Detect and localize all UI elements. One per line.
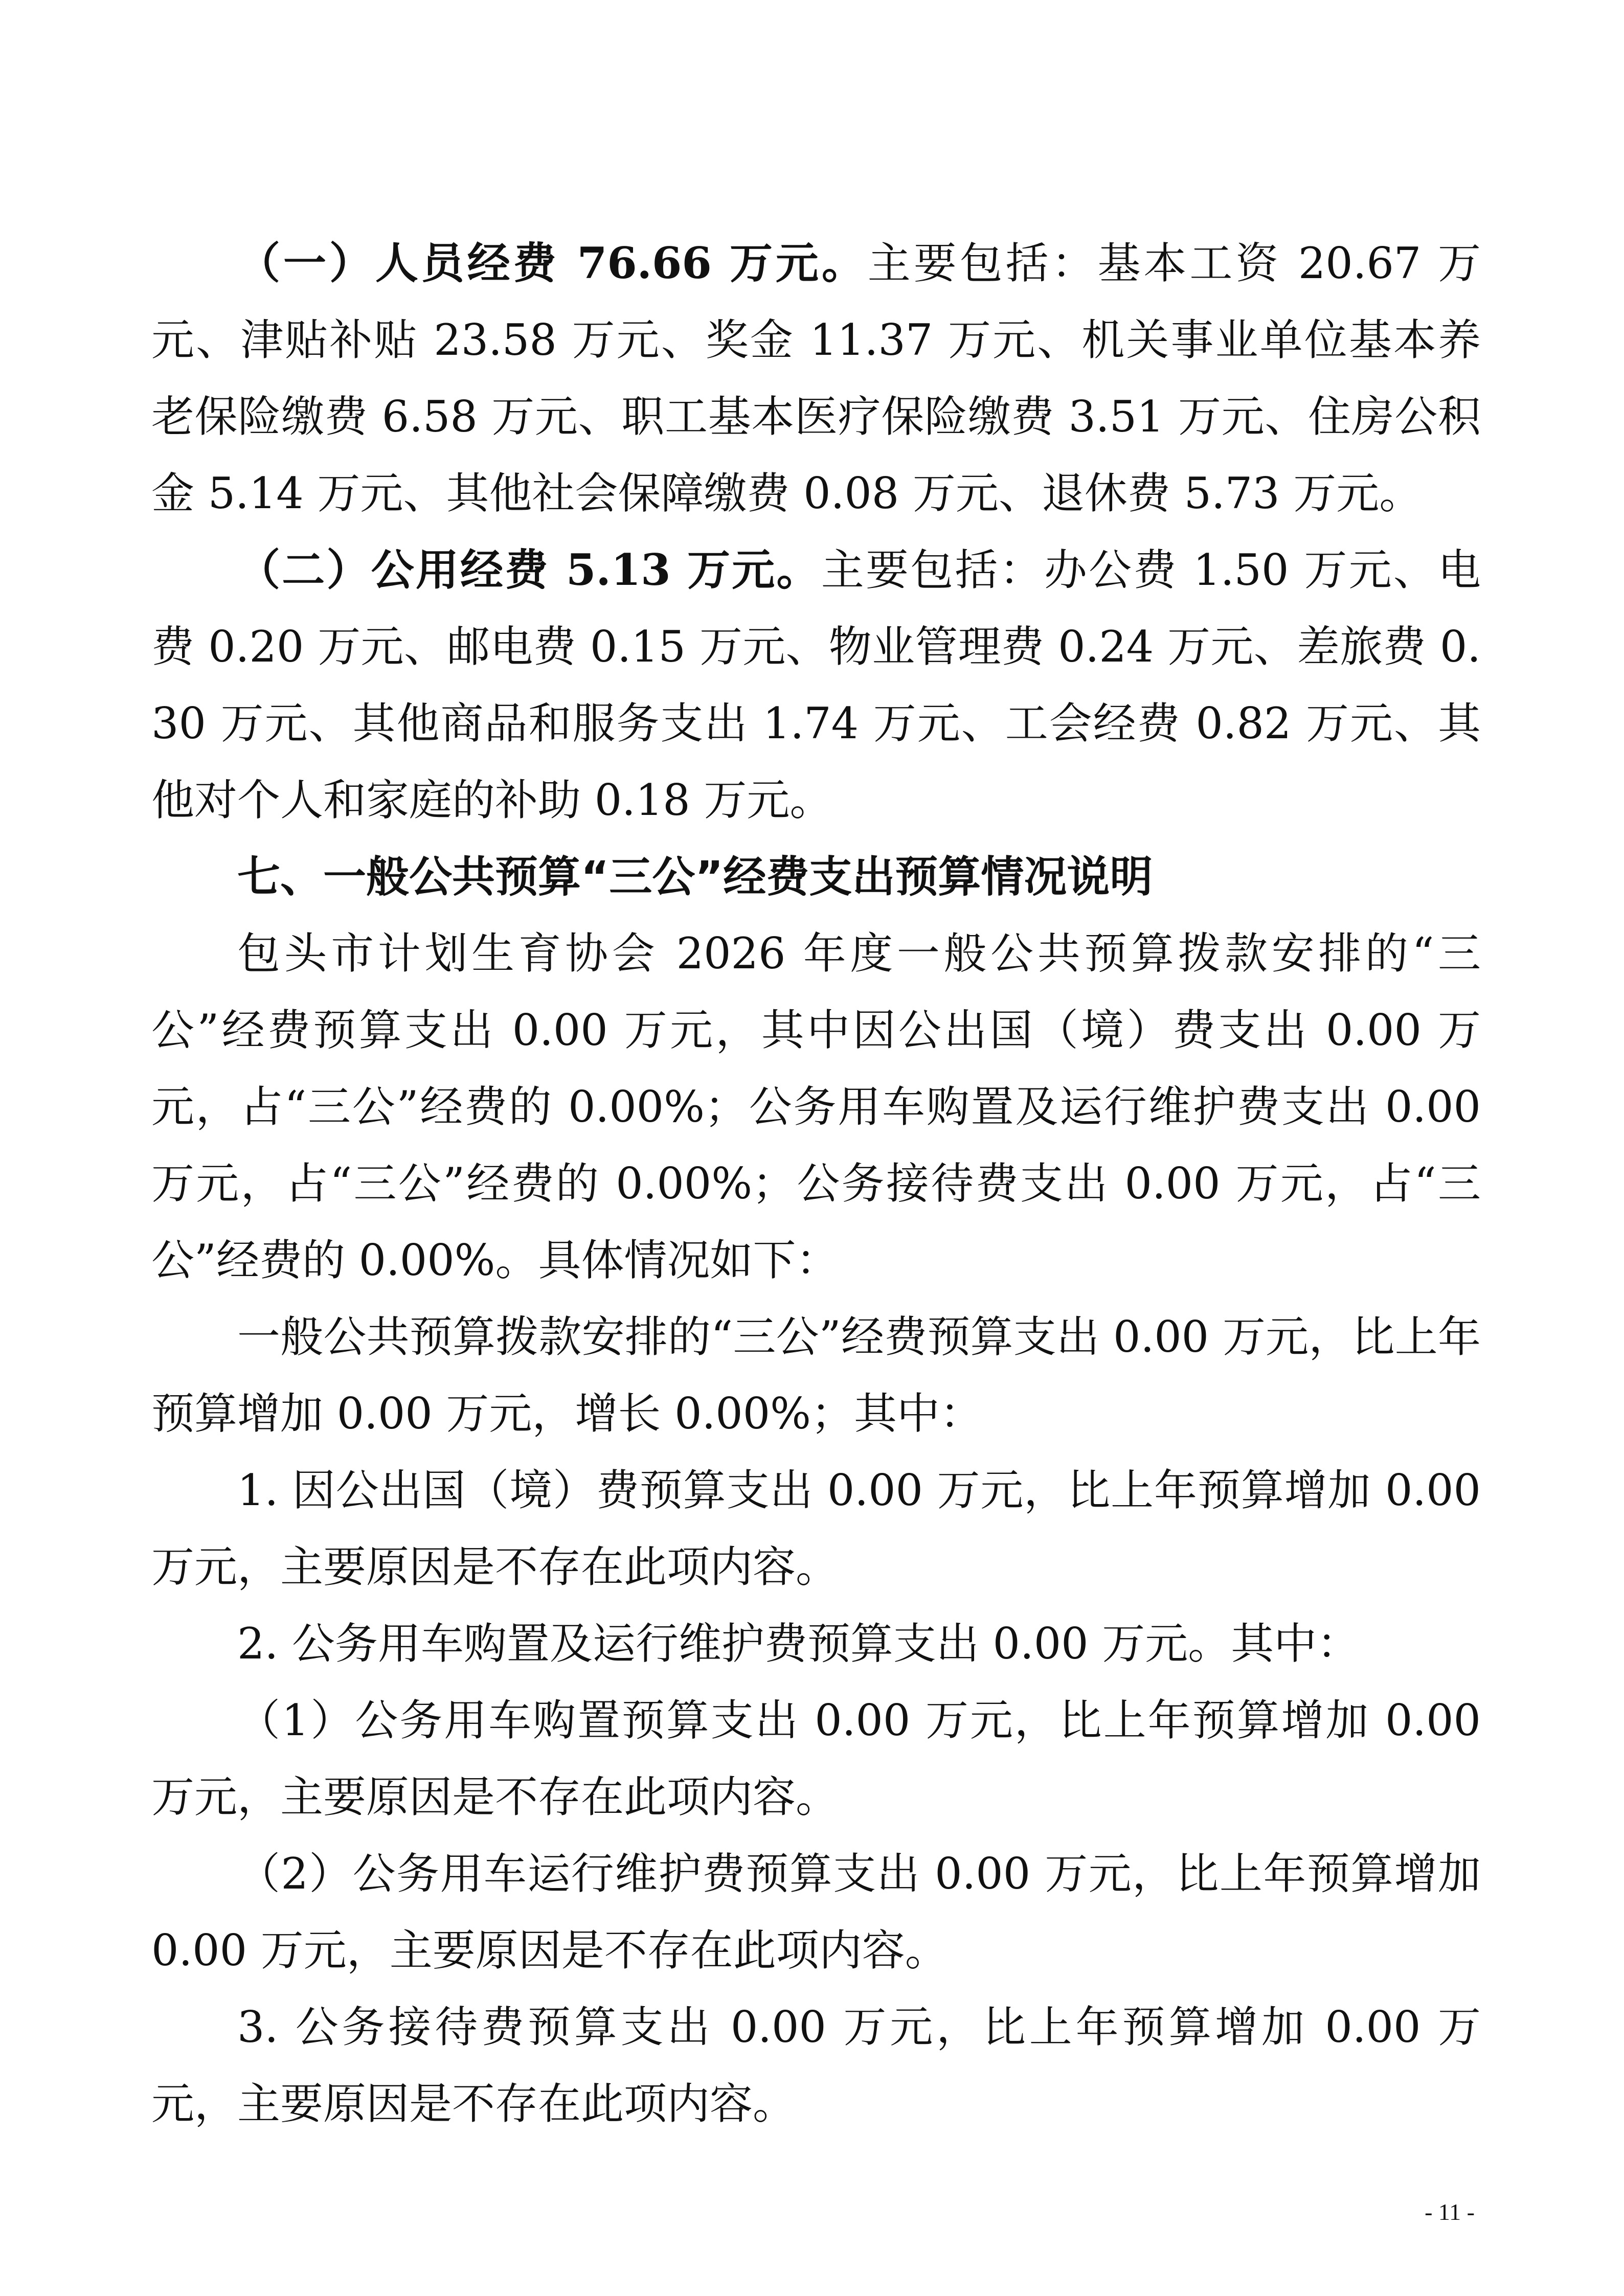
vehicle-expense-item: 2. 公务用车购置及运行维护费预算支出 0.00 万元。其中： bbox=[237, 1619, 1360, 1669]
overseas-expense-item: 1. 因公出国（境）费预算支出 0.00 万元，比上年预算增加 0.00 万元，主要原因是不存在此项内容。 bbox=[151, 1465, 1481, 1592]
personnel-expense-body: 主要包括：基本工资 20.67 万元、津贴补贴 23.58 万元、奖金 11.37 万元、机关事业单位基本养老保险缴费 6.58 万元、职工基本医疗保险缴费 3.51 万元、住房公积金 5.14 万元、其他社会保障缴费 0.08 万元、退休费 5.73 万元。 bbox=[151, 238, 1481, 518]
page-number: - 11 - bbox=[1425, 2199, 1475, 2225]
public-expense-lead: （二）公用经费 5.13 万元。 bbox=[237, 544, 821, 595]
section-heading: 七、一般公共预算“三公”经费支出预算情况说明 bbox=[237, 852, 1153, 902]
vehicle-purchase-subitem: （1）公务用车购置预算支出 0.00 万元，比上年预算增加 0.00 万元，主要原因是不存在此项内容。 bbox=[151, 1695, 1481, 1822]
personnel-expense-lead: （一）人员经费 76.66 万元。 bbox=[237, 238, 868, 288]
public-expense-paragraph bbox=[151, 532, 1481, 838]
three-public-expense-change: 一般公共预算拨款安排的“三公”经费预算支出 0.00 万元，比上年预算增加 0.00 万元，增长 0.00%；其中： bbox=[151, 1312, 1481, 1439]
three-public-expense-summary: 包头市计划生育协会 2026 年度一般公共预算拨款安排的“三公”经费预算支出 0.00 万元，其中因公出国（境）费支出 0.00 万元，占“三公”经费的 0.00%；公务用车购置及运行维护费支出 0.00 万元，占“三公”经费的 0.00%；公务接待费支出 0.00 万元，占“三公”经费的 0.00%。具体情况如下： bbox=[151, 928, 1481, 1285]
personnel-expense-paragraph bbox=[151, 225, 1481, 532]
vehicle-operation-subitem: （2）公务用车运行维护费预算支出 0.00 万元，比上年预算增加 0.00 万元，主要原因是不存在此项内容。 bbox=[151, 1849, 1481, 1975]
reception-expense-item: 3. 公务接待费预算支出 0.00 万元，比上年预算增加 0.00 万元，主要原因是不存在此项内容。 bbox=[151, 2002, 1481, 2129]
public-expense-body: 主要包括：办公费 1.50 万元、电费 0.20 万元、邮电费 0.15 万元、物业管理费 0.24 万元、差旅费 0.30 万元、其他商品和服务支出 1.74 万元、工会经费 0.82 万元、其他对个人和家庭的补助 0.18 万元。 bbox=[151, 545, 1481, 825]
